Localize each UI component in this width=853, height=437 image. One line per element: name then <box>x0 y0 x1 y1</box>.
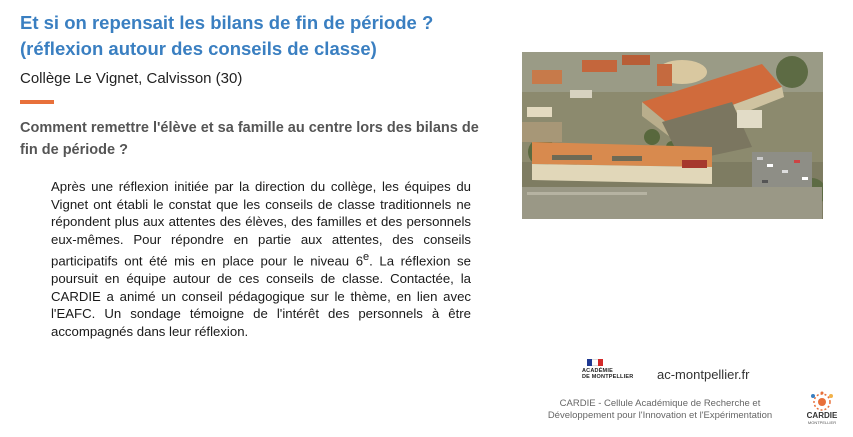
key-question: Comment remettre l'élève et sa famille au centre lors des bilans de fin de période ? <box>20 120 479 158</box>
title-line-2: (réflexion autour des conseils de classe) <box>20 38 377 59</box>
flag-icon <box>587 359 603 366</box>
school-location: Collège Le Vignet, Calvisson (30) <box>20 70 243 87</box>
description-part-2: . La réflexion se poursuit en équipe autour de ces conseils de classe. Contactée, la CARDIE a animé un conseil pédagogique sur le thème, en lien avec l'EAFC. Un sondage témoigne de l'intérêt des personnels à être accompagnés dans leur réflexion. <box>51 253 471 340</box>
cardie-logo-subtext: MONTPELLIER <box>807 420 837 425</box>
cardie-line-1: CARDIE - Cellule Académique de Recherche et <box>559 398 761 409</box>
school-aerial-photo <box>522 52 823 219</box>
cardie-logo-text: CARDIE <box>806 411 838 420</box>
academie-line-2: DE MONTPELLIER <box>582 374 634 380</box>
description-paragraph <box>51 178 471 341</box>
accent-divider <box>20 100 54 104</box>
title-line-1: Et si on repensait les bilans de fin de période ? <box>20 12 434 33</box>
cardie-line-2: Développement pour l'Innovation et l'Expérimentation <box>547 410 773 421</box>
cardie-logo <box>801 390 843 426</box>
description-part-1: Après une réflexion initiée par la direction du collège, les équipes du Vignet ont établi le constat que les conseils de classe traditionnels ne répondent plus aux attentes des élèves, des familles et des personnels eux-mêmes. Pour répondre en partie aux attentes, des conseils participatifs ont été mis en place pour le niveau 6 <box>51 179 471 269</box>
footer-logos <box>577 357 777 387</box>
cardie-emblem-icon <box>801 390 843 412</box>
description-superscript: e <box>363 250 370 263</box>
page-title <box>20 10 490 62</box>
academie-line-1: ACADÉMIE <box>582 368 613 374</box>
academie-label <box>582 368 633 380</box>
academie-site-link[interactable]: ac-montpellier.fr <box>657 367 750 382</box>
academie-logo <box>577 357 637 387</box>
cardie-description <box>530 398 790 422</box>
